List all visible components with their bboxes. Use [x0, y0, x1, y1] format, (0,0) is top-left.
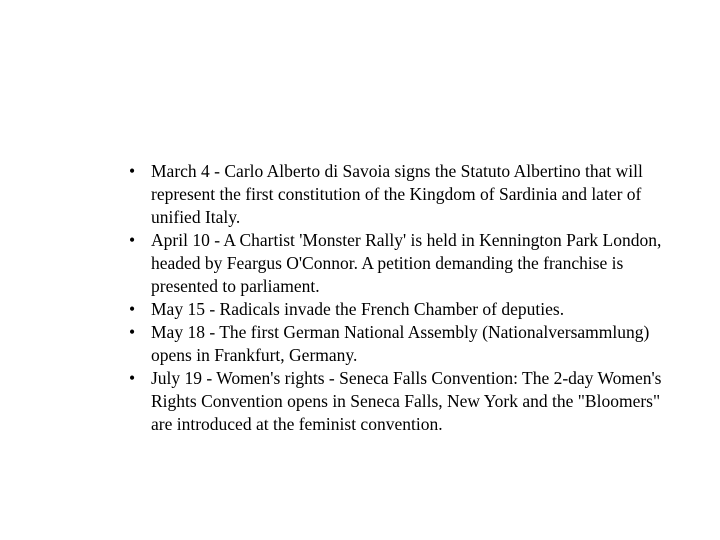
event-text: March 4 - Carlo Alberto di Savoia signs the Statuto Albertino that will represent the first constitution of the Kingdom of Sardinia and later of unified Italy. — [151, 161, 643, 227]
bullet-icon: • — [129, 368, 136, 388]
event-text: May 18 - The first German National Assembly (Nationalversammlung) opens in Frankfurt, Germany. — [151, 322, 650, 365]
list-item — [128, 367, 668, 436]
event-text: May 15 - Radicals invade the French Chamber of deputies. — [151, 299, 565, 319]
bullet-icon: • — [129, 299, 136, 319]
list-item — [128, 229, 668, 298]
list-item — [128, 298, 668, 321]
event-bullet-list — [128, 160, 668, 436]
bullet-icon: • — [129, 230, 136, 250]
event-text: April 10 - A Chartist 'Monster Rally' is held in Kennington Park London, headed by Feargus O'Connor. A petition demanding the franchise is presented to parliament. — [151, 230, 662, 296]
list-item — [128, 160, 668, 229]
bullet-icon: • — [129, 161, 136, 181]
bullet-icon: • — [129, 322, 136, 342]
list-item — [128, 321, 668, 367]
event-text: July 19 - Women's rights - Seneca Falls Convention: The 2-day Women's Rights Convention opens in Seneca Falls, New York and the "Bloomers" are introduced at the feminist convention. — [151, 368, 662, 434]
